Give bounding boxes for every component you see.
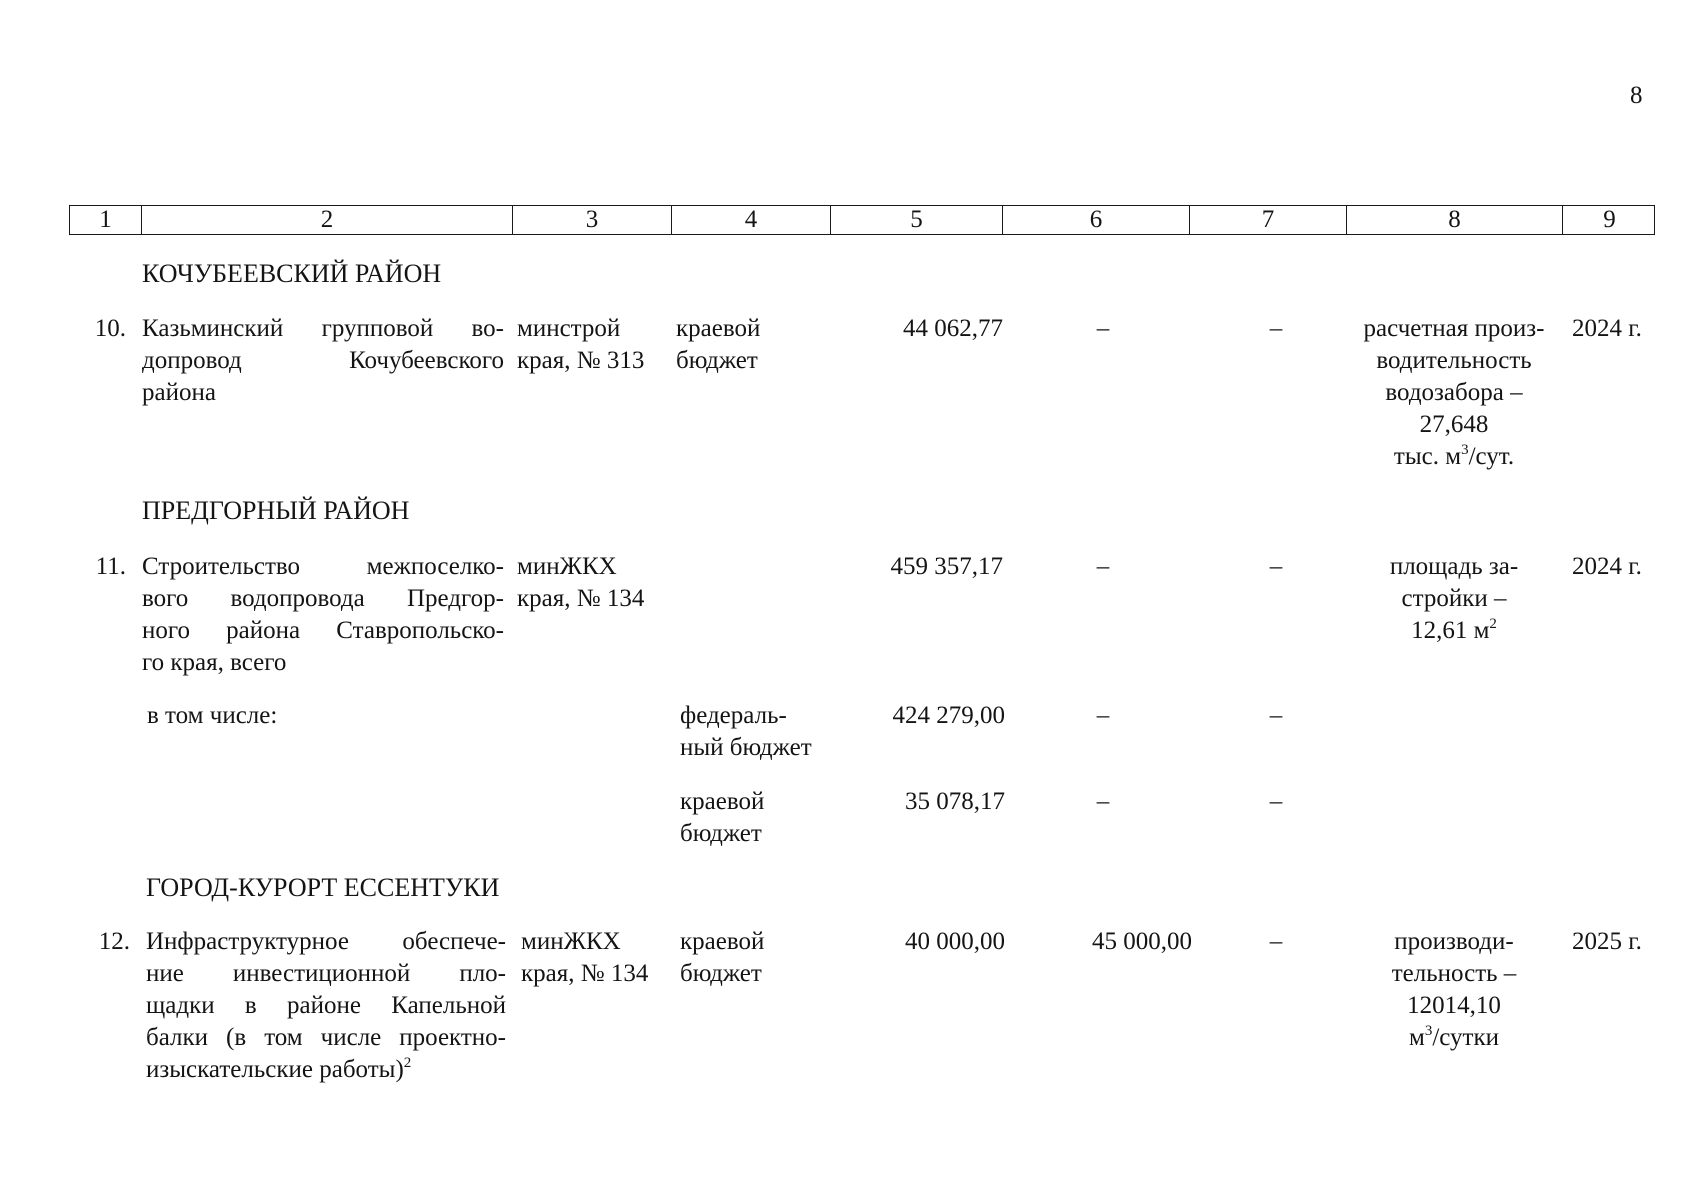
object-name: Казьминский групповой во- допровод Кочубеевского района bbox=[142, 315, 504, 406]
column-header-4: 4 bbox=[672, 206, 831, 234]
section-title-essentuki: ГОРОД-КУРОРТ ЕССЕНТУКИ bbox=[146, 873, 500, 902]
funding-source: краевой бюджет bbox=[680, 928, 765, 987]
including-label: в том числе: bbox=[147, 702, 278, 729]
funding-source: краевой бюджет bbox=[676, 315, 761, 374]
amount-col5: 44 062,77 bbox=[903, 315, 1003, 342]
amount-col5: 35 078,17 bbox=[905, 788, 1005, 815]
customer: минЖКХ края, № 134 bbox=[521, 928, 649, 987]
customer: минстрой края, № 313 bbox=[517, 315, 645, 374]
amount-col6: – bbox=[1096, 315, 1110, 342]
row-number: 10. bbox=[94, 315, 126, 342]
footnote-mark: 2 bbox=[403, 1055, 412, 1071]
amount-col6: – bbox=[1096, 702, 1110, 729]
column-header-3: 3 bbox=[513, 206, 672, 234]
amount-col7: – bbox=[1269, 928, 1283, 955]
column-header-1: 1 bbox=[70, 206, 142, 234]
indicator-unit: 12,61 $м^2$ bbox=[1411, 616, 1497, 644]
column-header-7: 7 bbox=[1190, 206, 1347, 234]
indicator: производи- тельность – 12014,10 $м^3$/сутки bbox=[1348, 926, 1560, 1054]
funding-source: краевой бюджет bbox=[680, 788, 765, 847]
column-header-8: 8 bbox=[1347, 206, 1563, 234]
amount-col6: 45 000,00 bbox=[1092, 928, 1192, 955]
column-header-5: 5 bbox=[831, 206, 1003, 234]
amount-col7: – bbox=[1269, 702, 1283, 729]
object-name: Строительство межпоселко- вого водопровода Предгор- ного района Ставропольско- го края, всего bbox=[142, 553, 504, 676]
column-header-row bbox=[69, 205, 1655, 235]
column-header-2: 2 bbox=[142, 206, 513, 234]
amount-col7: – bbox=[1269, 553, 1283, 580]
indicator-unit: $м^3$/сутки bbox=[1409, 1023, 1499, 1051]
customer: минЖКХ края, № 134 bbox=[517, 553, 645, 612]
amount-col5: 424 279,00 bbox=[892, 702, 1005, 729]
section-title-kochubeevsky: КОЧУБЕЕВСКИЙ РАЙОН bbox=[142, 259, 442, 288]
year: 2024 г. bbox=[1572, 315, 1642, 342]
column-header-9: 9 bbox=[1603, 206, 1616, 233]
indicator: площадь за- стройки – 12,61 $м^2$ bbox=[1348, 551, 1560, 647]
page-number: 8 bbox=[1630, 82, 1643, 109]
amount-col6: – bbox=[1096, 788, 1110, 815]
indicator: расчетная произ- водительность водозабора – 27,648 тыс. $м^3$/сут. bbox=[1348, 313, 1560, 473]
column-header-6: 6 bbox=[1003, 206, 1190, 234]
object-name: Инфраструктурное обеспече- ние инвестиционной пло- щадки в районе Капельной балки (в том числе проектно- изыскательские работы)$^2$ bbox=[146, 926, 506, 1086]
year: 2024 г. bbox=[1572, 553, 1642, 580]
amount-col6: – bbox=[1096, 553, 1110, 580]
year: 2025 г. bbox=[1572, 928, 1642, 955]
indicator-unit: тыс. $м^3$/сут. bbox=[1393, 442, 1515, 470]
row-number: 12. bbox=[98, 928, 130, 955]
row-number: 11. bbox=[95, 553, 126, 580]
amount-col7: – bbox=[1269, 788, 1283, 815]
amount-col7: – bbox=[1269, 315, 1283, 342]
amount-col5: 459 357,17 bbox=[890, 553, 1003, 580]
section-title-predgorny: ПРЕДГОРНЫЙ РАЙОН bbox=[142, 496, 410, 525]
object-name-last-line: изыскательские работы)$^2$ bbox=[146, 1055, 412, 1083]
funding-source: федераль- ный бюджет bbox=[680, 702, 812, 761]
amount-col5: 40 000,00 bbox=[905, 928, 1005, 955]
